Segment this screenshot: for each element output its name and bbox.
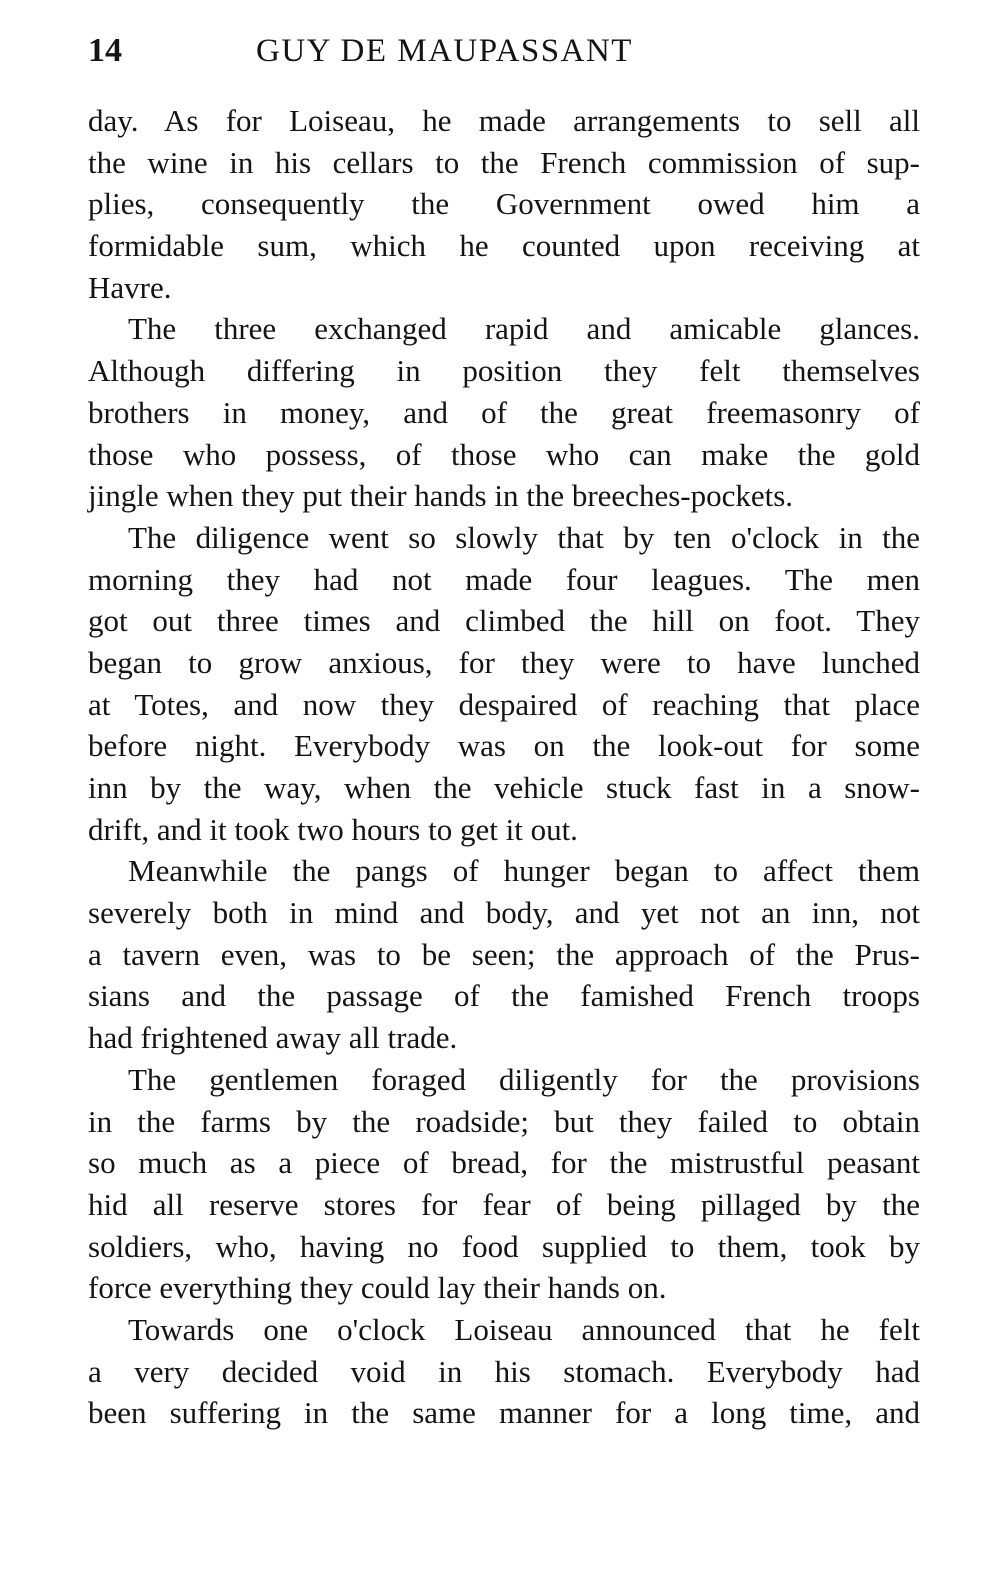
text-line: Havre. — [88, 269, 172, 305]
text-line: hid all reserve stores for fear of being pillaged by the — [88, 1186, 920, 1222]
running-head — [88, 26, 918, 76]
text-line: got out three times and climbed the hill on foot. They — [88, 603, 920, 639]
text-line: at Totes, and now they despaired of reaching that place — [88, 686, 920, 722]
body-text — [88, 100, 920, 1434]
text-line: so much as a piece of bread, for the mistrustful peasant — [88, 1145, 920, 1181]
text-line: been suffering in the same manner for a long time, and — [88, 1395, 920, 1431]
text-line: force everything they could lay their hands on. — [88, 1270, 667, 1306]
text-line: jingle when they put their hands in the breeches-pockets. — [88, 478, 794, 514]
text-line: a tavern even, was to be seen; the approach of the Prus- — [88, 936, 920, 972]
text-line: had frightened away all trade. — [88, 1020, 458, 1056]
text-line: formidable sum, which he counted upon receiving at — [88, 228, 920, 264]
text-line: morning they had not made four leagues. The men — [88, 561, 920, 597]
text-line: Meanwhile the pangs of hunger began to affect them — [128, 853, 920, 889]
text-line: the wine in his cellars to the French commission of sup- — [88, 144, 920, 180]
text-line: those who possess, of those who can make the gold — [88, 436, 920, 472]
text-line: Towards one o'clock Loiseau announced that he felt — [128, 1311, 920, 1347]
text-line: a very decided void in his stomach. Everybody had — [88, 1353, 920, 1389]
text-line: before night. Everybody was on the look-out for some — [88, 728, 920, 764]
text-line: Although differing in position they felt themselves — [88, 353, 920, 389]
page-number: 14 — [88, 32, 122, 69]
running-title: GUY DE MAUPASSANT — [256, 33, 633, 69]
text-line: inn by the way, when the vehicle stuck fast in a snow- — [88, 770, 920, 805]
text-line: The gentlemen foraged diligently for the provisions — [128, 1061, 920, 1097]
text-line: The diligence went so slowly that by ten o'clock in the — [128, 519, 920, 555]
text-line: began to grow anxious, for they were to have lunched — [88, 644, 920, 680]
text-line: drift, and it took two hours to get it out. — [88, 811, 578, 847]
text-line: The three exchanged rapid and amicable glances. — [128, 311, 920, 347]
text-line: brothers in money, and of the great freemasonry of — [88, 394, 920, 430]
text-line: sians and the passage of the famished French troops — [88, 978, 920, 1014]
text-line: severely both in mind and body, and yet not an inn, not — [88, 895, 920, 931]
text-line: plies, consequently the Government owed him a — [88, 186, 920, 222]
text-line: soldiers, who, having no food supplied to them, took by — [88, 1228, 920, 1264]
text-line: day. As for Loiseau, he made arrangements to sell all — [88, 103, 920, 138]
text-line: in the farms by the roadside; but they failed to obtain — [88, 1103, 920, 1139]
